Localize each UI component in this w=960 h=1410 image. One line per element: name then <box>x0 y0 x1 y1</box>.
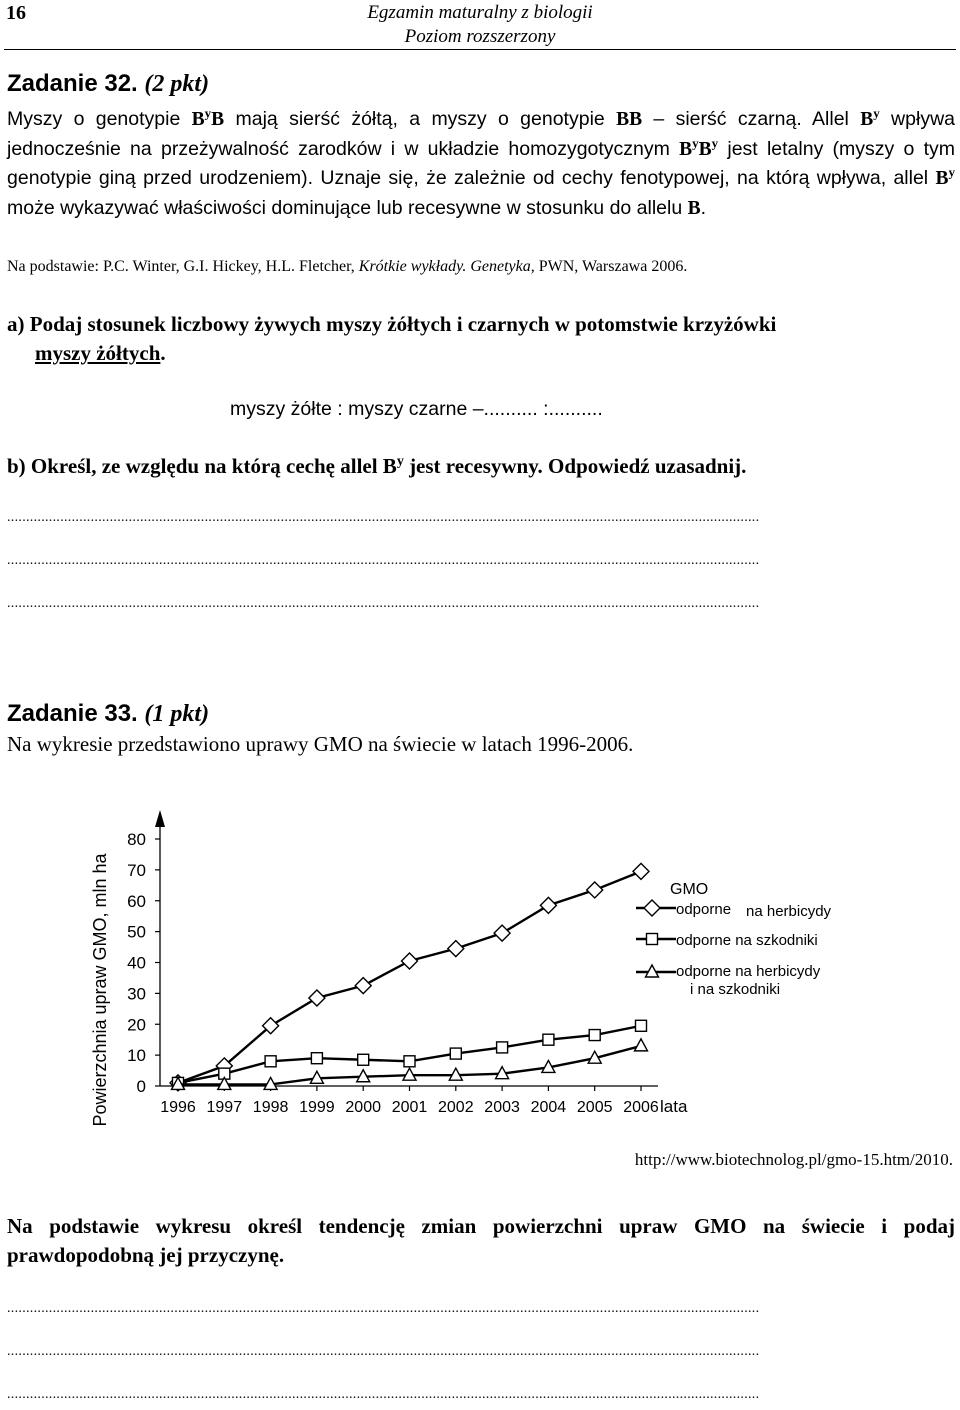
square-marker <box>647 934 658 945</box>
diamond-marker <box>540 897 556 913</box>
task33-title: Zadanie 33. (1 pkt) <box>7 700 210 727</box>
task33-question: Na podstawie wykresu określ tendencję zmian powierzchni upraw GMO na świecie i podaj prawdopodobną jej przyczynę. <box>7 1214 955 1267</box>
task33-intro: Na wykresie przedstawiono uprawy GMO na świecie w latach 1996-2006. <box>7 732 634 756</box>
diamond-marker <box>494 925 510 941</box>
x-tick-label: 2001 <box>391 1099 428 1116</box>
legend-label: odporne na herbicydy <box>676 963 821 980</box>
y-tick-label: 20 <box>127 1015 146 1035</box>
y-tick-label: 30 <box>127 984 146 1004</box>
task32-points: (2 pkt) <box>144 71 210 97</box>
gmo-chart <box>0 800 960 1140</box>
underlined-text: myszy żółtych <box>35 341 161 365</box>
x-tick-label: 1996 <box>160 1099 196 1116</box>
square-marker <box>450 1048 461 1059</box>
square-marker <box>543 1034 554 1045</box>
exam-level: Poziom rozszerzony <box>404 26 556 47</box>
page-number: 16 <box>6 2 26 24</box>
square-marker <box>311 1053 322 1064</box>
x-tick-label: 2000 <box>345 1099 381 1116</box>
y-tick-label: 0 <box>136 1077 146 1096</box>
diamond-marker <box>644 900 660 916</box>
legend-label: odporne na szkodniki <box>676 932 818 949</box>
answer-line[interactable]: ...................................................................................................................................................................................................... <box>7 1301 760 1316</box>
x-tick-label: 2002 <box>438 1099 474 1116</box>
y-tick-label: 40 <box>127 953 146 973</box>
diamond-marker <box>402 953 418 969</box>
x-axis-label: lata <box>660 1097 688 1116</box>
legend-label: odporne <box>676 901 732 918</box>
exam-title: Egzamin maturalny z biologii <box>367 2 593 23</box>
task32-part-a: a) Podaj stosunek liczbowy żywych myszy żółtych i czarnych w potomstwie krzyżówki myszy żółtych. <box>7 312 777 365</box>
square-marker <box>404 1056 415 1067</box>
y-tick-label: 10 <box>127 1046 146 1066</box>
diamond-marker <box>633 863 649 879</box>
y-axis-label: Powierzchnia upraw GMO, mln ha <box>90 853 110 1127</box>
answer-line[interactable]: ...................................................................................................................................................................................................... <box>7 1344 760 1359</box>
diamond-marker <box>355 978 371 994</box>
chart-source: http://www.biotechnolog.pl/gmo-15.htm/2010. <box>634 1150 953 1169</box>
triangle-marker <box>635 1039 648 1051</box>
y-tick-label: 70 <box>127 860 146 880</box>
diamond-marker <box>448 941 464 957</box>
x-tick-label: 2003 <box>484 1099 520 1116</box>
square-marker <box>358 1054 369 1065</box>
header-rule <box>4 49 956 50</box>
x-tick-label: 2006 <box>623 1099 659 1116</box>
x-tick-label: 2005 <box>576 1099 613 1116</box>
x-tick-label: 1999 <box>299 1099 335 1116</box>
answer-line[interactable]: ...................................................................................................................................................................................................... <box>7 510 760 525</box>
y-axis-arrow <box>155 810 165 827</box>
legend-label: i na szkodniki <box>690 981 781 998</box>
ratio-answer-line[interactable]: myszy żółte : myszy czarne –.......... :.......... <box>230 398 603 420</box>
y-tick-label: 80 <box>127 830 146 849</box>
x-tick-label: 2004 <box>530 1099 567 1116</box>
square-marker <box>636 1020 647 1031</box>
task32-part-b: b) Określ, ze względu na którą cechę allel $B^y$ jest recesywny. Odpowiedź uzasadnij. <box>7 454 747 478</box>
square-marker <box>589 1030 600 1041</box>
y-tick-label: 60 <box>127 891 146 911</box>
answer-line[interactable]: ...................................................................................................................................................................................................... <box>7 553 760 568</box>
answer-line[interactable]: ...................................................................................................................................................................................................... <box>7 596 760 611</box>
legend-title: GMO <box>670 881 709 898</box>
legend-label: na herbicydy <box>746 903 832 920</box>
diamond-marker <box>587 882 603 898</box>
task32-intro: Myszy o genotypie $B^yB$ mają sierść żółtą, a myszy o genotypie BB – sierść czarną. Allel $B^y$ wpływa jednocześnie na przeżywalność zarodków i w układzie homozygotycznym $B^yB^y$ jest letalny (myszy o tym genotypie giną przed urodzeniem). Uznaje się, że zależnie od cechy fenotypowej, na którą wpływa, allel $B^y$ może wykazywać właściwości dominujące lub recesywne w stosunku do allelu B. <box>7 105 956 219</box>
task32-title: Zadanie 32. (2 pkt) <box>7 70 210 97</box>
series-line <box>178 871 641 1082</box>
square-marker <box>497 1042 508 1053</box>
diamond-marker <box>309 990 325 1006</box>
x-tick-label: 1998 <box>252 1099 289 1116</box>
task33-points: (1 pkt) <box>144 701 210 727</box>
x-tick-label: 1997 <box>206 1099 243 1116</box>
square-marker <box>265 1056 276 1067</box>
y-tick-label: 50 <box>127 922 146 942</box>
exam-header <box>300 1 660 49</box>
answer-line[interactable]: ...................................................................................................................................................................................................... <box>7 1387 760 1402</box>
task32-source: Na podstawie: P.C. Winter, G.I. Hickey, H.L. Fletcher, Krótkie wykłady. Genetyka, PWN, Warszawa 2006. <box>7 258 688 275</box>
